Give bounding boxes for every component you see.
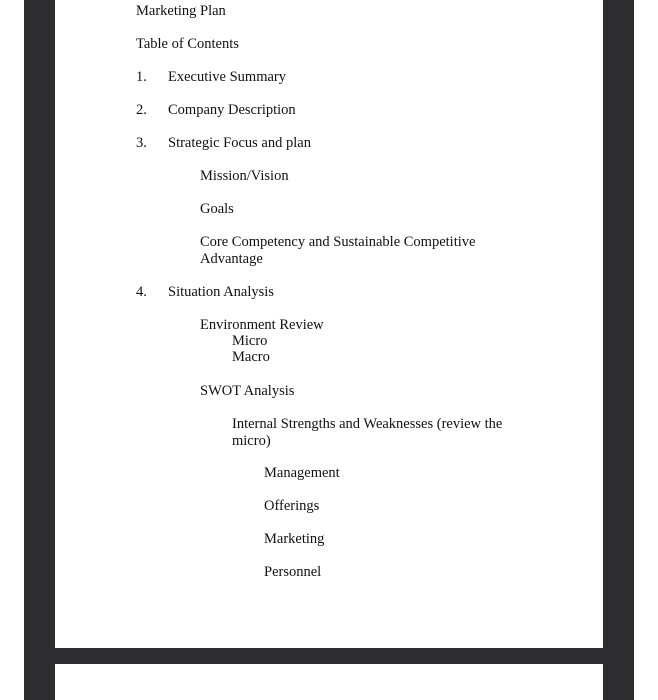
document-page-1 bbox=[55, 0, 603, 648]
document-title: Marketing Plan bbox=[136, 3, 226, 19]
document-page-2 bbox=[55, 664, 603, 700]
toc-subitem-micro: Micro bbox=[232, 333, 268, 349]
toc-item-situation-analysis: Situation Analysis bbox=[168, 284, 274, 300]
toc-subitem-swot-analysis: SWOT Analysis bbox=[200, 383, 295, 399]
toc-item-strategic-focus: Strategic Focus and plan bbox=[168, 135, 311, 151]
toc-subitem-goals: Goals bbox=[200, 201, 234, 217]
toc-number-4: 4. bbox=[136, 284, 147, 300]
toc-subitem-management: Management bbox=[264, 465, 340, 481]
toc-subitem-macro: Macro bbox=[232, 349, 270, 365]
toc-subitem-internal-strengths: Internal Strengths and Weaknesses (review the micro) bbox=[232, 416, 503, 449]
toc-number-1: 1. bbox=[136, 69, 147, 85]
toc-subitem-core-competency: Core Competency and Sustainable Competitive Advantage bbox=[200, 234, 476, 267]
toc-subitem-mission-vision: Mission/Vision bbox=[200, 168, 289, 184]
toc-heading: Table of Contents bbox=[136, 36, 239, 52]
toc-subitem-personnel: Personnel bbox=[264, 564, 322, 580]
toc-number-2: 2. bbox=[136, 102, 147, 118]
toc-subitem-marketing: Marketing bbox=[264, 531, 325, 547]
toc-item-executive-summary: Executive Summary bbox=[168, 69, 286, 85]
toc-subitem-environment-review: Environment Review bbox=[200, 317, 324, 333]
toc-item-company-description: Company Description bbox=[168, 102, 296, 118]
toc-subitem-offerings: Offerings bbox=[264, 498, 320, 514]
toc-number-3: 3. bbox=[136, 135, 147, 151]
